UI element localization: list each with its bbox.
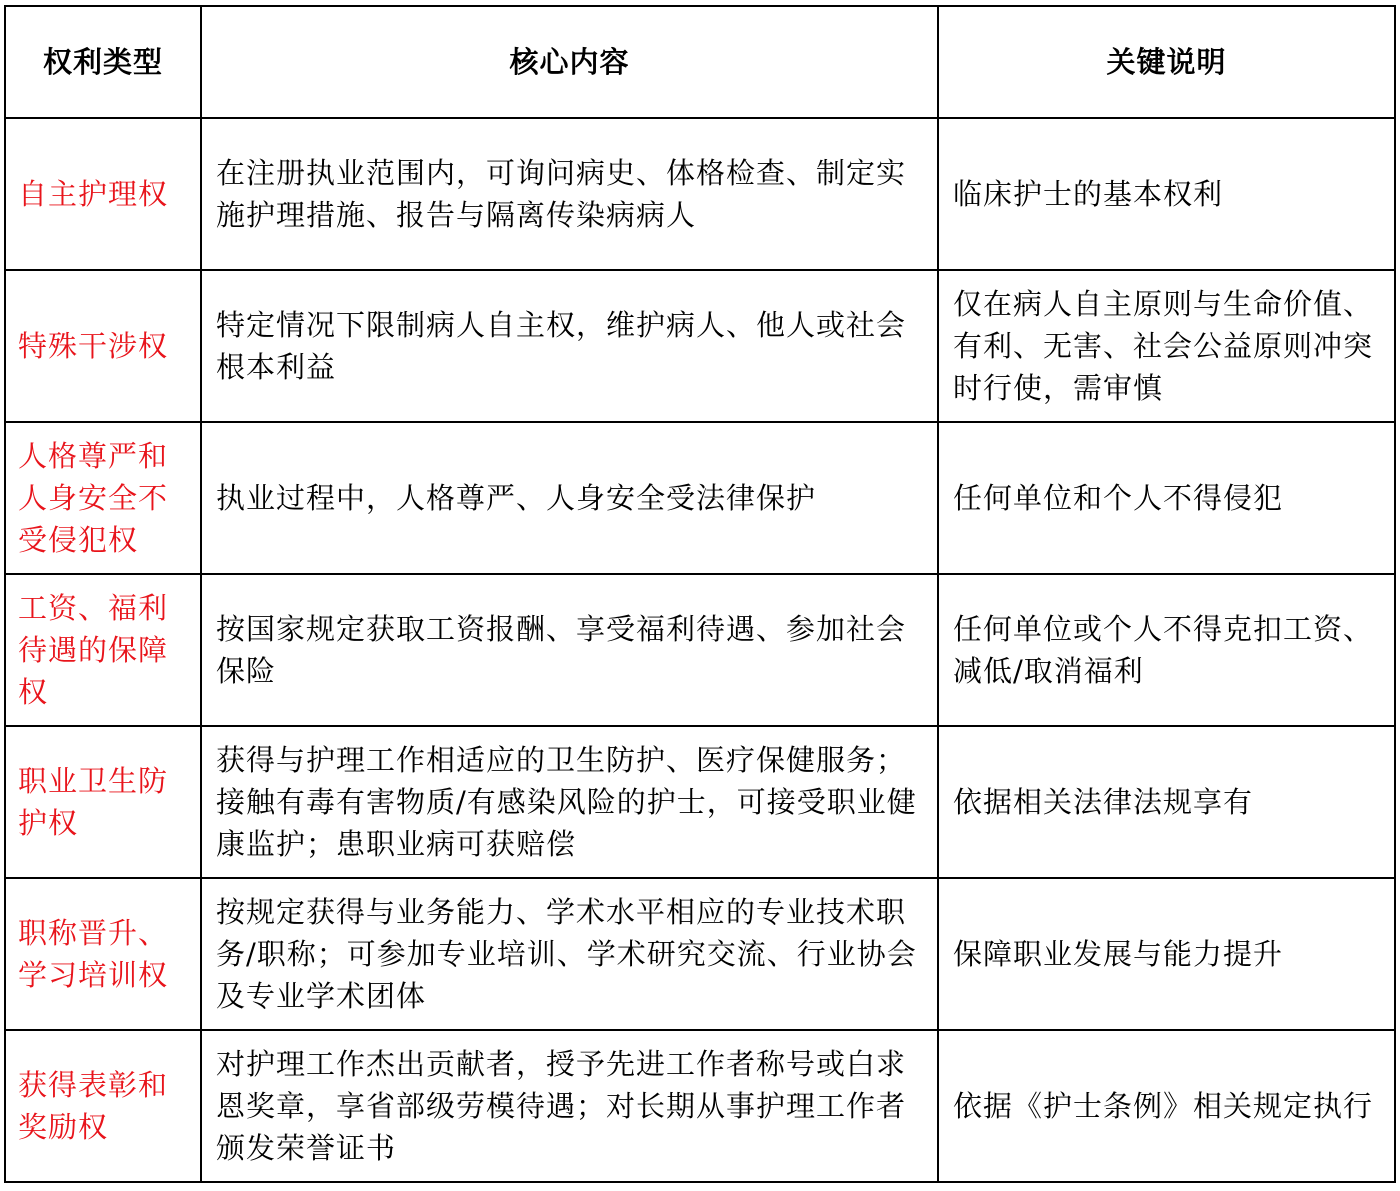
table-header (5, 6, 1395, 118)
core-content-cell: 执业过程中，人格尊严、人身安全受法律保护 (201, 422, 938, 574)
table-row (5, 574, 1395, 726)
header-core-content: 核心内容 (201, 6, 938, 118)
table-row (5, 1030, 1395, 1182)
key-note-cell: 仅在病人自主原则与生命价值、有利、无害、社会公益原则冲突时行使，需审慎 (938, 270, 1395, 422)
header-rights-type: 权利类型 (5, 6, 201, 118)
header-row (5, 6, 1395, 118)
table-body (5, 118, 1395, 1182)
core-content-cell: 特定情况下限制病人自主权，维护病人、他人或社会根本利益 (201, 270, 938, 422)
key-note-cell: 任何单位或个人不得克扣工资、减低/取消福利 (938, 574, 1395, 726)
rights-type-cell: 工资、福利待遇的保障权 (5, 574, 201, 726)
core-content-cell: 按规定获得与业务能力、学术水平相应的专业技术职务/职称；可参加专业培训、学术研究交流、行业协会及专业学术团体 (201, 878, 938, 1030)
core-content-cell: 获得与护理工作相适应的卫生防护、医疗保健服务；接触有毒有害物质/有感染风险的护士，可接受职业健康监护；患职业病可获赔偿 (201, 726, 938, 878)
key-note-cell: 临床护士的基本权利 (938, 118, 1395, 270)
table-row (5, 422, 1395, 574)
rights-type-cell: 特殊干涉权 (5, 270, 201, 422)
table-row (5, 726, 1395, 878)
core-content-cell: 按国家规定获取工资报酬、享受福利待遇、参加社会保险 (201, 574, 938, 726)
rights-type-cell: 职业卫生防护权 (5, 726, 201, 878)
rights-type-cell: 获得表彰和奖励权 (5, 1030, 201, 1182)
rights-type-cell: 自主护理权 (5, 118, 201, 270)
rights-type-cell: 职称晋升、学习培训权 (5, 878, 201, 1030)
table-row (5, 878, 1395, 1030)
key-note-cell: 依据《护士条例》相关规定执行 (938, 1030, 1395, 1182)
key-note-cell: 任何单位和个人不得侵犯 (938, 422, 1395, 574)
core-content-cell: 对护理工作杰出贡献者，授予先进工作者称号或白求恩奖章，享省部级劳模待遇；对长期从事护理工作者颁发荣誉证书 (201, 1030, 938, 1182)
table-row (5, 270, 1395, 422)
table-row (5, 118, 1395, 270)
key-note-cell: 保障职业发展与能力提升 (938, 878, 1395, 1030)
header-key-note: 关键说明 (938, 6, 1395, 118)
key-note-cell: 依据相关法律法规享有 (938, 726, 1395, 878)
nurse-rights-table (4, 5, 1396, 1183)
core-content-cell: 在注册执业范围内，可询问病史、体格检查、制定实施护理措施、报告与隔离传染病病人 (201, 118, 938, 270)
rights-type-cell: 人格尊严和人身安全不受侵犯权 (5, 422, 201, 574)
